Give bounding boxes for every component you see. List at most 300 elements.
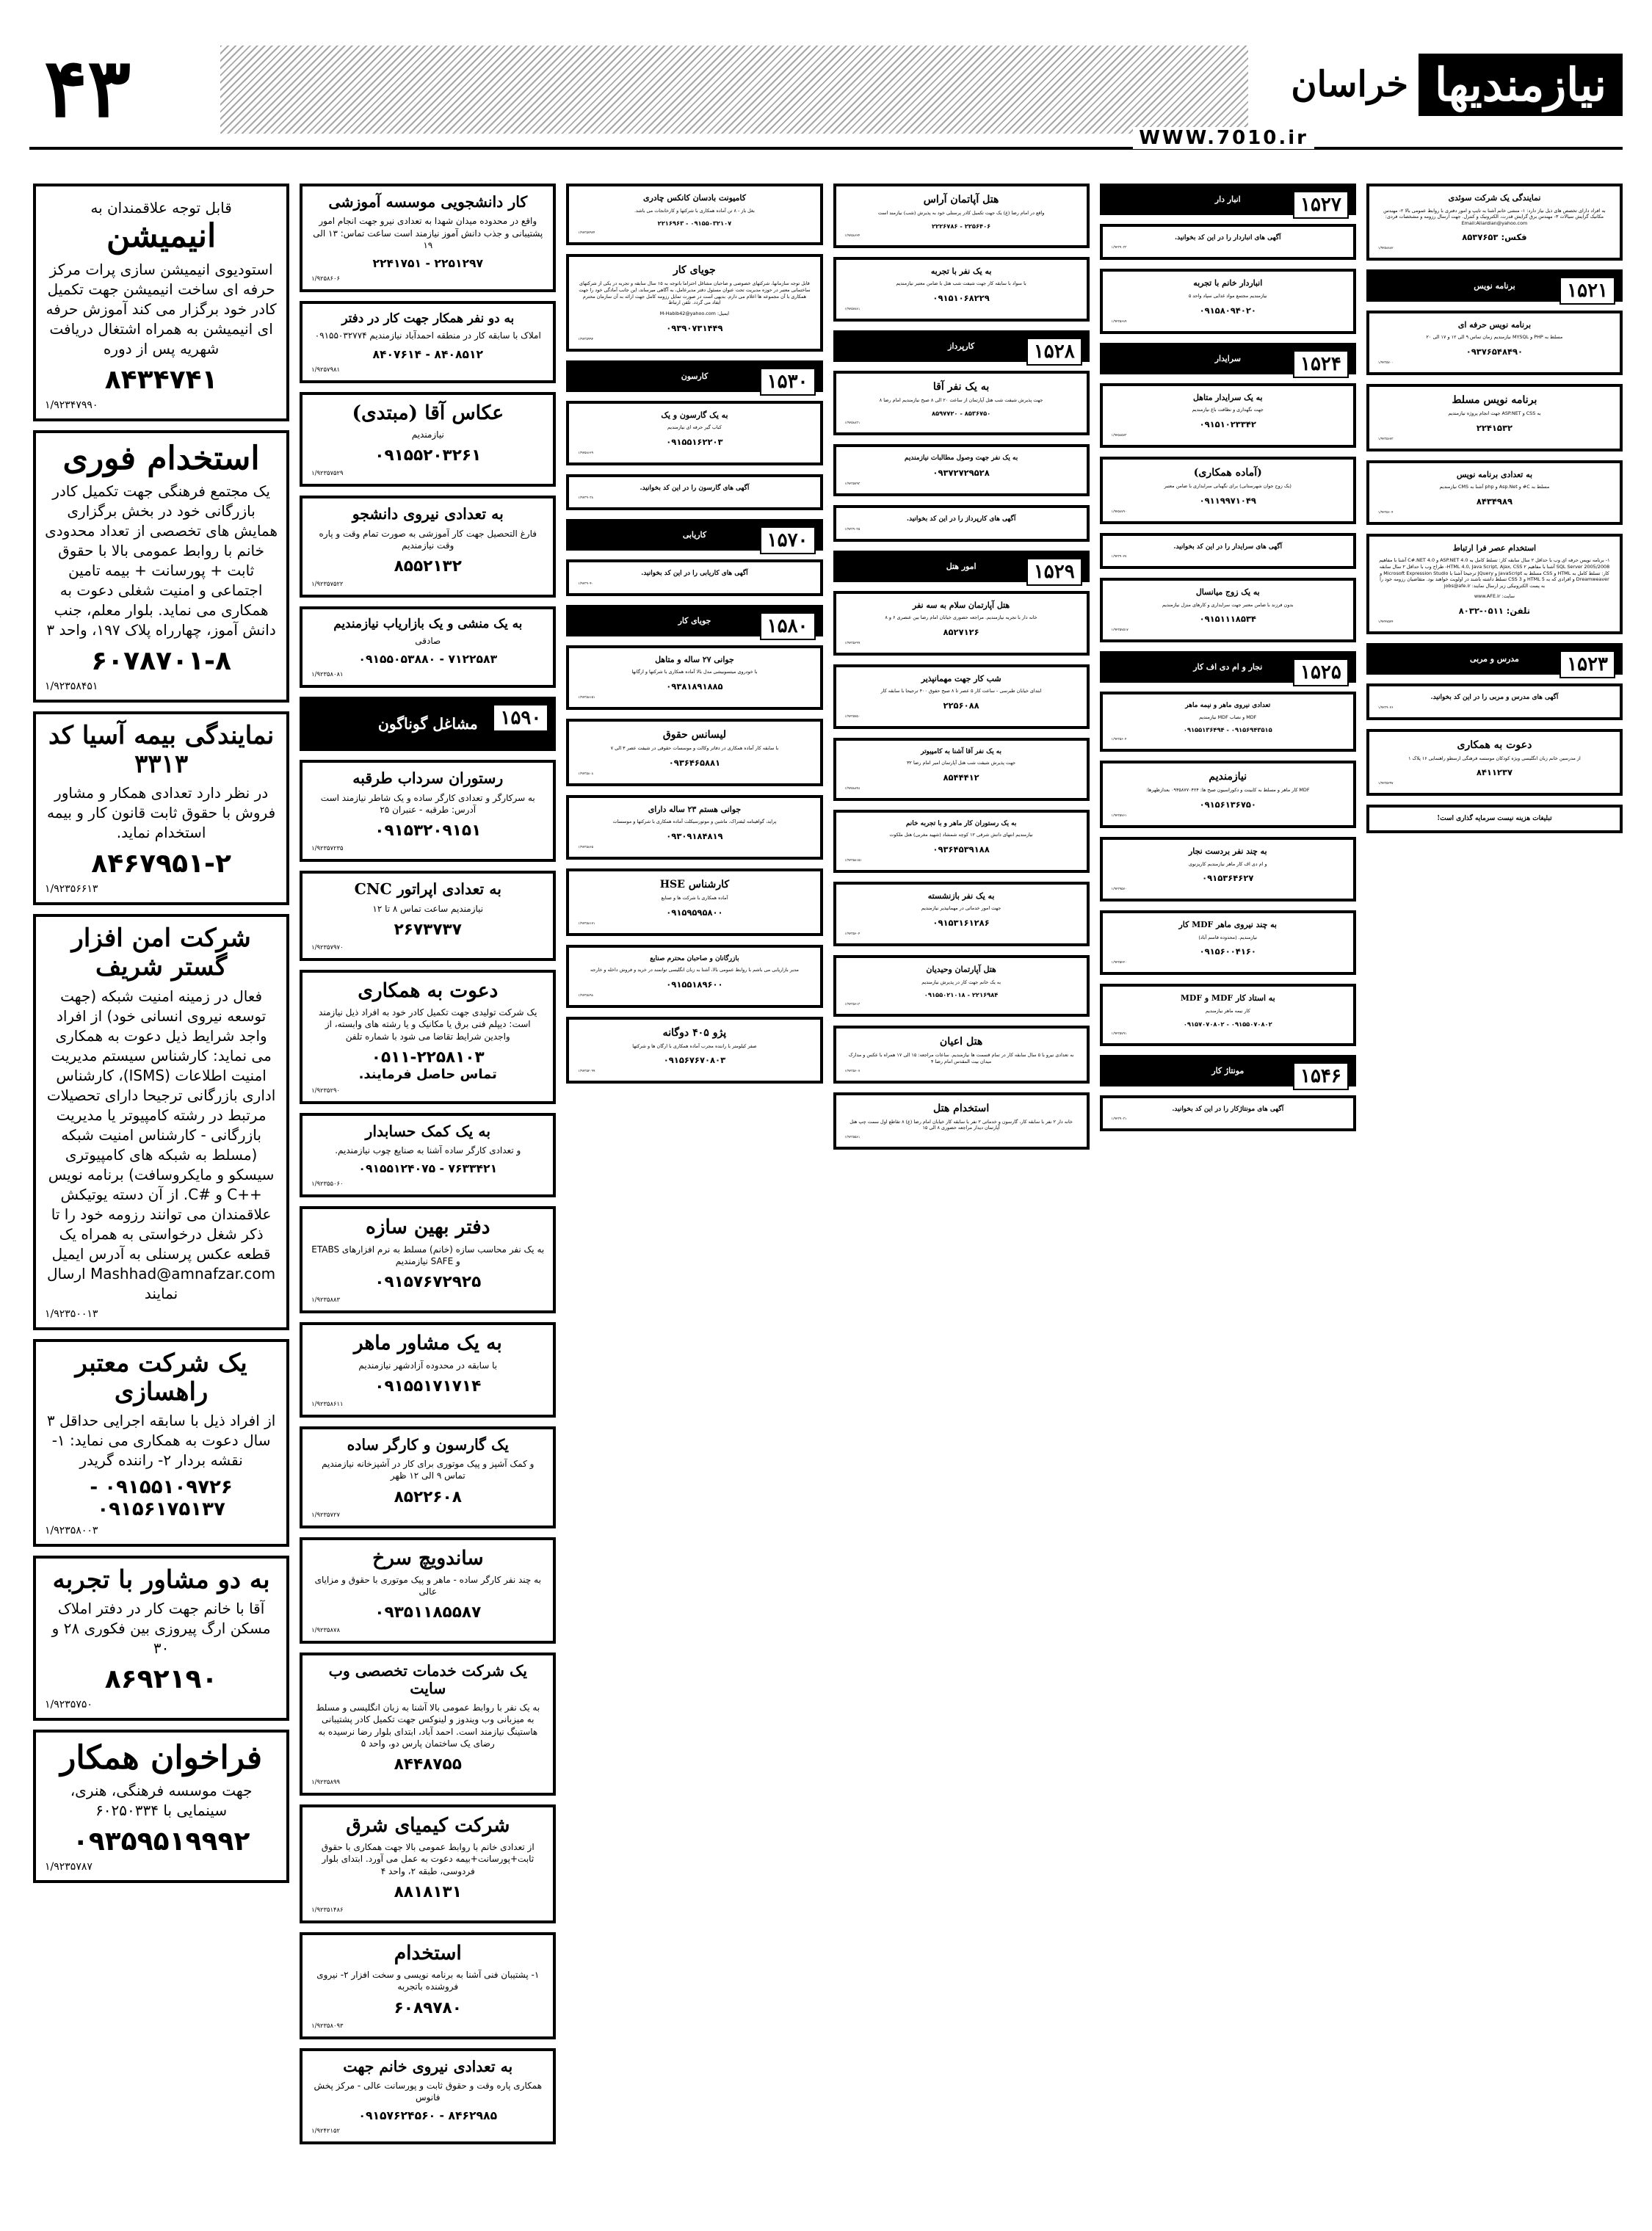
ad-website[interactable]: سایت: www.AFE.ir — [1474, 593, 1515, 600]
classified-ad — [33, 1339, 289, 1547]
ad-code: ۱/۹۲۳۵۲۰۹۹ — [578, 1070, 595, 1074]
category-header — [300, 697, 556, 751]
ad-title: لیسانس حقوق — [662, 728, 727, 741]
ad-body: کباب گیر حرفه ای نیازمندیم — [667, 424, 722, 431]
classified-ad — [566, 559, 822, 595]
ad-phone: ۰۹۱۵۵۱۸۹۶۰۰ — [666, 979, 723, 990]
ad-title: به یک نفر آقا آشنا به کامپیوتر — [921, 748, 1002, 756]
ad-phone: ۰۹۱۵۷۶۷۲۹۲۵ — [374, 1273, 482, 1292]
ad-code: ۱/۹۲۳۵۶۶۱۳ — [45, 883, 98, 896]
category-number: ۱۵۲۱ — [1559, 277, 1615, 305]
ad-title: تعدادی نیروی ماهر و نیمه ماهر — [1185, 702, 1271, 710]
ad-title: هتل آپارتمان سلام به سه نفر — [913, 600, 1010, 610]
newspaper-logo — [1291, 44, 1623, 125]
classified-ad — [833, 882, 1090, 946]
ad-code: ۱/۹۲۳۵۶۹۹ — [844, 641, 861, 645]
classified-ad — [300, 1206, 556, 1313]
ad-body: نیازمندیم — [411, 429, 444, 440]
ad-phone: ۰۵۱۱-۲۲۵۸۱۰۳ — [371, 1048, 485, 1067]
ad-title: یک شرکت معتبر راهسازی — [75, 1348, 247, 1407]
ad-phone: ۲۲۵۱۲۹۷ - ۲۲۴۱۷۵۱ — [372, 257, 484, 271]
ad-title: شب کار جهت مهمانپذیر — [921, 673, 1001, 683]
category-label: سرایدار — [1214, 353, 1241, 363]
category-header — [566, 605, 822, 636]
ad-code: ۱/۹۲۳۵۷۵۲۲ — [311, 579, 344, 587]
category-label: کارپرداز — [948, 341, 975, 352]
ad-code: ۱/۹۲۵۸۷۹۰ — [1111, 509, 1127, 514]
ad-phone: ۰۹۱۱۹۹۷۱۰۴۹ — [1199, 495, 1256, 506]
ad-phone: ۲۶۷۳۷۳۷ — [394, 920, 462, 939]
ad-code: ۱/۹۲۳۵۷۲۷ — [311, 1510, 340, 1518]
ad-body: ۱- پشتیبان فنی آشنا به برنامه نویسی و سخت افزار ۲- نیروی فروشنده باتجربه — [316, 1970, 540, 1992]
ad-phone: ۸۴۳۴۹۸۹ — [1476, 496, 1513, 507]
classified-ad — [566, 474, 822, 510]
ad-title: برنامه نویس حرفه ای — [1457, 319, 1532, 330]
ad-body: نیازمندیم. (محدوده قاسم آباد) — [1198, 934, 1258, 940]
ad-code: ۱/۹۲۴۷۵۲۴ — [1377, 620, 1394, 625]
classified-ad — [33, 430, 289, 703]
page-number: ۴۳ — [44, 40, 131, 135]
classified-ad — [1366, 683, 1623, 719]
column-4 — [566, 184, 822, 2210]
classified-ad — [566, 254, 822, 351]
ad-body: به CSS و ASP.NET جهت انجام پروژه نیازمندیم — [1448, 410, 1541, 416]
ad-code: ۱/۹۲۳۵۸۰۰۳ — [45, 1524, 98, 1537]
category-number: ۱۵۲۳ — [1559, 650, 1615, 678]
ad-body: MDF کار ماهر و مسلط به کابینت و دکوراسیون صبح ها: ۰۹۳۵۸۷۷۰۴۲۴ بعدازظهرها: — [1145, 787, 1310, 794]
ad-body: صادقی — [415, 636, 441, 647]
ad-code: ۱/۹۲۵۸۸۴۸ — [844, 786, 861, 791]
classified-ad — [566, 645, 822, 710]
ad-phone: ۸۵۲۲۶۰۸ — [394, 1487, 462, 1506]
ad-title: ساندویچ سرخ — [372, 1546, 484, 1570]
classified-ad — [833, 664, 1090, 729]
ad-phone: ۰۹۱۵۶۹۴۳۵۱۵ - ۰۹۱۵۵۱۳۶۴۹۴ — [1183, 726, 1272, 734]
ad-body: مسلط به C# و Asp.Net و php آشنا به CMS نیازمندیم — [1439, 484, 1550, 490]
ad-title: به تعدادی نیروی دانشجو — [352, 505, 504, 523]
ad-phone: ۰۹۳۶۴۵۳۹۱۸۸ — [932, 844, 990, 855]
ad-code: ۱/۹۲۳۵۰۰۱۳ — [45, 1307, 98, 1320]
ad-title: شرکت کیمیای شرق — [346, 1813, 510, 1837]
ad-email[interactable]: ایمیل: M-Habib42@yahoo.com — [659, 310, 730, 316]
ad-phone: ۲۲۵۶۴۰۶ - ۲۲۲۶۷۸۶ — [931, 222, 991, 230]
ad-title: شرکت امن افزار گستر شریف — [71, 924, 251, 982]
ad-title: به دو مشاور با تجربه — [52, 1564, 270, 1595]
classified-ad — [300, 1653, 556, 1796]
ad-body: به یک نفر با روابط عمومی بالا آشنا به زبان انگلیسی و مسلط به میزبانی وب ویندوز و لینوکس جهت تکمیل کادر پشتیبانی هاستینگ نیازمند است. احمد آباد، ابتدای بلوار رضا نرسیده به رضای یک ساختمان پارس دو، واحد ۵ — [316, 1702, 540, 1749]
ad-code: ۱/۹۲۳۹۰۲۶ — [1377, 705, 1394, 710]
ad-body: و کمک آشپز و پیک موتوری برای کار در آشپزخانه نیازمندیم تماس ۹ الی ۱۲ ظهر — [322, 1459, 535, 1481]
ad-body: به افراد دارای تخصص های ذیل نیاز دارد: ۱- منشی خانم آشنا به تایپ و امور دفتری با روابط عمومی بالا ۲- مهندس مکانیک گرایش سیالات ۳- مهندس برق گرایش قدرت، الکترونیک و کنترل. جهت ارسال رزومه و مشخصات فردی: Email:Aliardian@yahoo.com — [1383, 207, 1606, 226]
ad-phone: ۰۹۱۵۶۰۰۴۱۶۰ — [1199, 946, 1256, 957]
ad-body: از مدرسین خانم زبان انگلیسی ویژه کودکان موسسه فرهنگی ارسطو راهنمایی ۱۶ پلاک ۱ — [1408, 755, 1581, 761]
ad-body: و تعدادی کارگر ساده آشنا به صنایع چوب نیازمندیم. — [335, 1145, 521, 1156]
classified-ad — [566, 719, 822, 786]
classified-ad — [300, 1804, 556, 1923]
ad-phone: ۸۵۲۷۱۲۶ — [943, 626, 979, 637]
header-hatch-pattern — [220, 46, 1248, 134]
ad-phone: ۰۹۳۶۴۶۵۸۸۱ — [668, 757, 721, 768]
category-header — [1100, 184, 1356, 215]
classified-ad — [833, 257, 1090, 322]
category-label: مدرس و مربی — [1470, 654, 1519, 664]
classified-ad — [33, 914, 289, 1329]
ad-title: تبلیغات هزینه نیست سرمایه گذاری است! — [1437, 815, 1552, 823]
ad-body: یک مجتمع فرهنگی جهت تکمیل کادر بازرگانی خود در بخش برگزاری همایش های تخصصی از تعداد محدودی خانم با روابط عمومی بالا با حقوق ثابت + پورسانت + بیمه تامین اجتماعی و امنیت شغلی دعوت به همکاری می نماید. بلوار معلم، جنب دانش آموز، چهارراه پلاک ۱۹۷، واحد ۳ — [45, 482, 278, 639]
column-5 — [300, 184, 556, 2210]
ad-body: MDF و نصاب MDF نیازمندیم — [1199, 714, 1257, 720]
ad-phone: ۰۹۳۵۱۱۸۵۵۸۷ — [374, 1603, 482, 1622]
ad-title: آگهی های سرایدار را در این کد بخوانید. — [1173, 543, 1283, 551]
ad-code: ۱/۹۲۵۸۶۲۴ — [844, 233, 861, 238]
ad-phone: ۸۴۱۱۲۳۷ — [1476, 767, 1513, 778]
ad-title: عکاس آقا (مبتدی) — [352, 401, 504, 424]
ad-phone: ۰۹۱۵۶۷۶۷۰۸۰۳ — [663, 1055, 726, 1066]
category-header — [566, 360, 822, 392]
ad-phone: ۰۹۳۹۰۷۳۱۴۴۹ — [666, 322, 723, 333]
ad-code: ۱/۹۲۳۵۷۹۷۰ — [311, 943, 344, 951]
ad-title: آگهی های مونتاژکار را در این کد بخوانید. — [1172, 1105, 1284, 1113]
ad-code: ۱/۹۲۵۸۵۷۳ — [1111, 433, 1127, 438]
category-label: مشاغل گوناگون — [377, 715, 478, 733]
ad-phone: ۰۹۱۵۳۶۴۶۲۷ — [1202, 873, 1254, 884]
ad-title: فراخوان همکار — [60, 1738, 263, 1777]
category-label: کارسون — [681, 371, 709, 381]
ad-body: قابل توجه سازمانها، شرکتهای خصوصی و صاحبان مشاغل احتراما باتوجه به ۱۵ سال سابقه و تجربه در یکی از شرکتهای ساختمانی معتبر در حوزه مدیریت تحت عنوان مسئول دفتر مدیرعامل، به آگاهی میرساند، این جانب آمادگی خود را جهت همکاری با آن مجموعه ها اعلام می دارم. بدیهی است در صورت تمایل رزومه کامل جهت ارائه به آن سازمان محترم ایفاد می گردد. تلفن ارتباط — [579, 280, 811, 306]
classified-ad — [833, 371, 1090, 435]
ad-body: واقع در محدوده میدان شهدا به تعدادی نیرو جهت انجام امور پشتیبانی و جذب دانش آموز نیازمند است ساعت تماس: ۱۳ الی ۱۹ — [313, 216, 543, 250]
classified-ad — [300, 184, 556, 292]
ad-code: ۱/۹۲۵۸۶۰۶ — [311, 275, 340, 283]
logo-main-text: نیازمندیها — [1419, 54, 1623, 116]
ad-title: بازرگانان و صاحبان محترم صنایع — [650, 954, 739, 962]
classified-ad — [300, 606, 556, 689]
ad-code: ۱/۹۲۳۵۷۶۱ — [1111, 814, 1127, 819]
classified-ad — [33, 184, 289, 421]
classified-ad — [300, 970, 556, 1104]
ad-title: به یک گارسون و یک — [661, 410, 728, 420]
ad-phone: ۰۹۱۵۱۰۶۸۲۲۹ — [932, 292, 990, 303]
category-header — [1100, 651, 1356, 683]
classified-ad — [33, 1556, 289, 1721]
classified-ad — [300, 1322, 556, 1418]
classified-ad — [833, 591, 1090, 656]
ad-pretitle: قابل توجه علاقمندان به — [90, 199, 232, 217]
ad-phone: ۸۴۶۲۹۸۵ - ۰۹۱۵۷۶۲۴۵۶۰ — [358, 2109, 498, 2123]
ad-code: ۱/۹۲۳۵۶۰۴ — [1111, 738, 1127, 742]
ad-phone: ۰۹۱۵۸۰۹۴۰۲۰ — [1199, 305, 1256, 316]
ad-title: پژو ۴۰۵ دوگانه — [662, 1026, 727, 1039]
classified-ad — [300, 1537, 556, 1644]
ad-title: به یک نفر جهت وصول مطالبات نیازمندیم — [904, 454, 1018, 462]
ad-body: با سابقه در محدوده آزادشهر نیازمندیم — [358, 1360, 498, 1371]
ad-body: از افراد ذیل با سابقه اجرایی حداقل ۳ سال دعوت به همکاری می نماید: ۱- نقشه بردار ۲- راننده گریدر — [46, 1411, 276, 1469]
ad-code: ۱/۹۲۳۵۷۹۱ — [1111, 1031, 1127, 1036]
ad-phone: ۶۰۷۸۷۰۱-۸ — [91, 646, 231, 677]
ad-title: جوانی هستم ۲۳ ساله دارای — [648, 804, 742, 814]
ad-code: ۱/۹۲۳۵۸۱۵۱ — [844, 858, 862, 863]
ad-title: به چند نفر بردست نجار — [1189, 846, 1267, 857]
classified-ad — [300, 2048, 556, 2145]
ad-phone: ۰۹۱۵۵۱۰۹۷۲۶ - ۰۹۱۵۶۱۷۵۱۳۷ — [90, 1476, 233, 1520]
ad-code: ۱/۹۲۳۵۸۰۹۳ — [311, 2021, 344, 2029]
ad-title: انباردار خانم با تجربه — [1193, 278, 1263, 289]
ad-phone: ۰۹۳۵۹۵۱۹۹۹۲ — [72, 1826, 250, 1857]
category-label: نجار و ام دی اف کار — [1193, 662, 1263, 672]
ad-body: با سواد با سابقه کار جهت شیفت شب هتل با ضامن معتبر نیازمندیم — [896, 280, 1026, 287]
ad-code: ۱/۹۲۳۹۰۲۷ — [1111, 555, 1127, 559]
category-header — [566, 519, 822, 551]
category-number: ۱۵۹۰ — [493, 704, 548, 732]
ad-body: بغل باز - ۸ تن آماده همکاری با شرکتها و کارخانجات می باشد. — [634, 207, 755, 214]
classified-ad — [300, 760, 556, 862]
ad-code: ۱/۹۲۵۷۸۸۱ — [844, 307, 861, 311]
ad-body: ابتدای خیابان طبرسی - ساعت کار ۵ عصر تا ۸ صبح حقوق ۴۰۰ ترجیحا با سابقه کار — [880, 688, 1042, 694]
ad-phone: ۰۹۱۵۵۰۳۲۱۰۷ - ۲۲۱۶۹۶۳ — [657, 220, 732, 228]
ad-code: ۱/۹۲۳۵۷۹۳ — [844, 482, 861, 487]
category-header — [833, 330, 1090, 362]
classified-ad — [300, 1113, 556, 1198]
ad-body: همکاری پاره وقت و حقوق ثابت و پورسانت عالی - مرکز پخش فانوس — [314, 2081, 543, 2103]
category-number: ۱۵۲۷ — [1293, 191, 1349, 219]
ad-body: ۱- برنامه نویس حرفه ای وب با حداقل ۲ سال سابقه کار: تسلط کامل به ASP.NET 4.0 و C#.NET 4.0 آشنا با مفاهیم SQL Server 2005/2008 آشنا با مفاهیم HTML 4.0, Java Script, Ajax, CSS ۲- طراح وب با حداقل ۲ سال سابقه کار: تسلط کامل به HTML و CSS مسلط به JavaScript و JQuery ترجیحا آشنا با Microsoft Expression Studio و Dreamweaver و افرادی که به HTML 5 و CSS 3 تسلط داشته باشند در اولویت خواهند بود. متقاضیان رزومه خود را به پست الکترونیکی زیر ارسال نمایند: jobs@afe.ir — [1379, 557, 1610, 589]
category-number: ۱۵۷۰ — [760, 526, 816, 554]
category-number: ۱۵۳۰ — [760, 368, 816, 396]
classified-ad — [1100, 224, 1356, 260]
ad-body: با خودروی میتسوبیشی مدل بالا آماده همکاری با شرکتها و ارگانها — [631, 669, 758, 675]
ad-phone: ۰۹۱۵۱۱۱۸۵۳۴ — [1199, 614, 1256, 625]
ad-phone: ۸۵۵۲۱۳۲ — [394, 556, 462, 576]
ad-code: ۱/۹۲۳۵۷۰۰ — [1377, 360, 1394, 365]
ad-body: با سابقه کار آماده همکاری در دفاتر وکالت و موسسات حقوقی در شیفت عصر ۳ الی ۷ — [610, 745, 779, 752]
ad-body: و ام دی اف کار ماهر نیازمندیم کاریزنوی — [1188, 860, 1267, 867]
ad-title: به تعدادی برنامه نویس — [1456, 469, 1532, 479]
ad-title: کارشناس HSE — [659, 878, 730, 890]
ad-body: مسلط به PHP و MYSQL نیازمندیم زمان تماس ۹ الی ۱۲ و ۱۷ الی ۲۰ — [1426, 334, 1563, 341]
ad-phone: ۸۶۹۲۱۹۰ — [104, 1664, 218, 1694]
classified-ad — [1366, 460, 1623, 525]
category-number: ۱۵۴۶ — [1293, 1062, 1349, 1090]
website-url[interactable]: WWW.7010.ir — [1133, 127, 1314, 149]
ad-code: ۱/۹۲۳۵۸۱۵۱ — [578, 695, 595, 700]
ad-code: ۱/۹۲۳۹۰۳۳ — [1111, 246, 1127, 250]
ad-title: برنامه نویس مسلط — [1452, 393, 1537, 406]
ad-phone: ۰۹۳۰۹۱۸۴۸۱۹ — [666, 830, 723, 841]
classified-ad — [1100, 837, 1356, 902]
ad-code: ۱/۹۲۴۲۱۵۲ — [311, 2127, 340, 2135]
category-label: جویای کار — [678, 615, 711, 625]
ad-title: یک گارسون و کارگر ساده — [347, 1435, 509, 1454]
classified-ad — [566, 795, 822, 860]
ad-code: ۱/۹۲۳۵۸۸۳ — [311, 1296, 340, 1304]
classified-ad — [300, 871, 556, 961]
classified-ad — [833, 184, 1090, 248]
ad-body: جهت موسسه فرهنگی، هنری، سینمایی با ۶۰۲۵۰۳۳۴ — [70, 1782, 253, 1820]
ad-phone: ۲۲۵۶۰۸۸ — [943, 700, 979, 711]
ad-body: فارغ التحصیل جهت کار آموزشی به صورت تمام وقت و پاره وقت نیازمندیم — [319, 528, 537, 551]
category-header — [1366, 269, 1623, 301]
ad-phone: ۰۹۱۵۳۲۰۹۱۵۱ — [374, 821, 482, 841]
ad-title: دفتر بهین سازه — [365, 1216, 490, 1239]
category-number: ۱۵۸۰ — [760, 612, 816, 640]
ad-title: به یک نفر بازنشسته — [927, 890, 995, 901]
ad-phone: ۸۵۴۴۴۱۲ — [943, 772, 979, 783]
ad-phone: ۷۱۲۲۵۸۳ - ۰۹۱۵۵۰۵۳۸۸۰ — [358, 653, 498, 667]
ad-title: جوانی ۲۷ ساله و متاهل — [655, 654, 734, 664]
ad-body: جهت پذیرش شیفت شب هتل آپارتمان از ساعت ۲۰ الی ۸ صبح نیازمندیم امام رضا ۸ — [879, 397, 1043, 404]
ad-body: آقا با خانم جهت کار در دفتر املاک مسکن ارگ پیروزی بین فکوری ۲۸ و ۳۰ — [51, 1599, 271, 1657]
ad-phone: ۰۹۳۷۲۷۲۹۵۲۸ — [932, 468, 990, 479]
ad-phone: ۰۹۱۵۱۰۲۳۳۴۲ — [1199, 418, 1256, 429]
ad-body: آماده همکاری با شرکت ها و صنایع — [661, 895, 728, 902]
ad-phone: ۸۴۰۸۵۱۲ - ۸۴۰۷۶۱۴ — [372, 347, 484, 361]
ad-phone: ۷۶۳۳۴۲۱ - ۰۹۱۵۵۱۲۴۰۷۵ — [358, 1162, 498, 1176]
classified-ad — [1366, 805, 1623, 832]
ad-title: یک شرکت خدمات تخصصی وب سایت — [328, 1662, 527, 1697]
ad-title: به یک سرایدار متاهل — [1193, 392, 1263, 402]
ad-code: ۱/۹۲۳۵۶۰۴ — [844, 932, 861, 936]
header-rule — [29, 147, 1623, 150]
ad-title: نیازمندیم — [1209, 771, 1247, 783]
category-header — [833, 551, 1090, 582]
ad-title: آگهی های کارپرداز را در این کد بخوانید. — [906, 515, 1016, 523]
category-header — [1366, 643, 1623, 675]
ad-title: هتل آپارتمان وحیدیان — [926, 965, 996, 974]
ad-code: ۱/۹۲۳۵۲۹۰ — [311, 1086, 340, 1094]
category-label: انبار دار — [1214, 195, 1241, 205]
classified-ad — [33, 1730, 289, 1884]
ad-code: ۱/۹۲۳۵۸۹۸ — [578, 993, 594, 998]
classified-ad — [1100, 1095, 1356, 1131]
classified-ad — [833, 810, 1090, 873]
ad-phone: ۲۲۱۶۹۸۴ - ۰۹۱۵۵۰۲۱۰۱۸ — [924, 991, 999, 999]
ad-title: به استاد کار MDF و MDF — [1180, 993, 1275, 1004]
ad-phone: ۰۹۳۸۱۸۹۱۸۸۵ — [666, 681, 723, 692]
ad-body: (یک زوج جوان شهرستانی) برای نگهبانی سرایداری با ضامن معتبر — [1164, 483, 1291, 490]
ad-title: کامیونت بادسان کانکس چادری — [642, 193, 746, 203]
ad-body: املاک با سابقه کار در منطقه احمدآباد نیازمندیم ۰۹۱۵۵۰۳۲۷۷۴ — [314, 330, 541, 341]
category-number: ۱۵۲۸ — [1026, 338, 1082, 366]
ad-code: ۱/۹۲۳۵۲۲۰ — [1111, 961, 1127, 965]
classified-ad — [566, 401, 822, 465]
category-number: ۱۵۲۴ — [1293, 350, 1349, 378]
classified-ad — [1100, 269, 1356, 333]
classified-ad — [1100, 692, 1356, 752]
ad-title: آگهی های گارسون را در این کد بخوانید. — [640, 484, 750, 492]
ad-body: مدیر بازاریابی می باشم با روابط عمومی بالا، آشنا به زبان انگلیسی توانمند در خرید و فروش داخله و خارجه — [590, 967, 799, 973]
classified-ad — [1366, 729, 1623, 797]
ad-body: جهت پذیرش شیفت شب هتل آپارتمان امیر امام رضا ۳۲ — [907, 760, 1016, 766]
ad-code: ۱/۹۲۳۵۷۵۰ — [844, 715, 861, 719]
ad-phone: ۰۹۱۵۶۱۳۶۷۵۰ — [1199, 799, 1256, 810]
ad-code: ۱/۹۲۳۵۸۶۵ — [578, 845, 594, 849]
ad-title: (آماده همکاری) — [1193, 466, 1262, 479]
ad-body: کار نیمه ماهر نیازمندیم — [1205, 1007, 1250, 1014]
column-6 — [33, 184, 289, 2210]
ad-code: ۱/۹۲۳۵۸۷۸ — [311, 1626, 340, 1634]
ad-code: ۱/۹۲۳۹۰۳۵ — [844, 527, 861, 532]
ad-body: جهت نگهداری و نظافت باغ نیازمندیم — [1192, 407, 1264, 413]
ad-title: انیمیشن — [106, 217, 217, 255]
ad-code: ۱/۹۲۵۸۶۶۹ — [578, 451, 594, 455]
ad-body: نیازمندیم ساعت تماس ۸ تا ۱۲ — [372, 903, 484, 914]
ad-title: نمایندگی یک شرکت سوئدی — [1448, 193, 1541, 203]
ad-body: به یک نفر محاسب سازه (خانم) مسلط به نرم افزارهای ETABS و SAFE نیازمندیم — [311, 1244, 545, 1266]
ad-code: ۱/۹۲۳۵۸۶۱۱ — [311, 1399, 344, 1407]
ad-title: به یک نفر با تجربه — [930, 266, 992, 276]
ad-title: به یک زوج میانسال — [1195, 587, 1260, 598]
ad-phone: ۶۰۸۹۷۸۰ — [394, 1998, 462, 2017]
column-3 — [833, 184, 1090, 2210]
ad-code: ۱/۹۲۳۵۷۲۳۵ — [311, 844, 344, 852]
ad-title: استخدام فوری — [62, 439, 260, 477]
ad-body: استودیوی انیمیشن سازی پرات مرکز حرفه ای ساخت انیمیشن جهت تکمیل کادر خود برگزار می کند آموزش حرفه ای انیمیشن به همراه اشتغال دریافت شهریه پس از دوره — [46, 260, 277, 358]
classified-ad — [833, 1026, 1090, 1083]
classified-ad — [833, 955, 1090, 1017]
ad-title: به یک کمک حسابدار — [365, 1122, 490, 1140]
classified-ad — [300, 1426, 556, 1528]
ad-body: یک شرکت تولیدی جهت تکمیل کادر خود به افراد ذیل نیازمند است: دیپلم فنی برق یا مکانیک و یا رشته های وابسته، از واجدین شرایط تقاضا می شود با شماره تلفن — [319, 1007, 537, 1042]
ad-phone: تلفن: ۰۵۱۱-۸۰۳۲ — [1458, 606, 1531, 617]
ad-body: به سرکارگر و تعدادی کارگر ساده و یک شاطر نیازمند است آدرس: طرقبه - عنبران ۲۵ — [320, 792, 535, 816]
ad-title: به تعدادی نیروی خانم جهت — [343, 2057, 513, 2075]
ad-code: ۱/۹۲۳۵۷۵۲۹ — [311, 469, 344, 477]
ad-body: پراید، گواهینامه لیفتراک، ماشین و موتورسیکلت آماده همکاری با شرکتها و موسسات — [612, 819, 777, 825]
classified-ad — [1100, 383, 1356, 448]
ad-code: ۱/۹۲۳۵۸۱۷۱ — [578, 921, 595, 926]
ad-title: به یک مشاور ماهر — [353, 1332, 502, 1355]
category-label: برنامه نویس — [1474, 280, 1515, 291]
classified-ad — [1100, 457, 1356, 524]
ad-code: ۱/۹۲۳۵۸۰۸۱ — [311, 670, 344, 678]
classified-ad — [833, 738, 1090, 801]
ad-code: ۱/۹۲۳۵۵۰۶۰ — [311, 1180, 344, 1188]
column-1 — [1366, 184, 1623, 2210]
classified-ad — [1366, 384, 1623, 451]
ad-code: ۱/۹۲۳۵۸۹۹ — [311, 1777, 340, 1785]
ad-body: به تعدادی نیرو با ۵ سال سابقه کار در تمام قسمت ها نیازمندیم. ساعات مراجعه: ۱۵ الی ۱۷ همراه با عکس و مدارک میدان بیت المقدس امام رضا ۴ — [848, 1052, 1074, 1064]
ad-code: ۱/۹۲۳۹۰۴۰ — [578, 581, 594, 586]
classified-ad — [300, 1932, 556, 2039]
ad-code: ۱/۹۲۳۵۶۰۷ — [844, 1069, 861, 1073]
ad-code: ۱/۹۲۳۵۸۴۵۱ — [45, 681, 98, 693]
ad-phone: ۰۹۱۵۵۰۷۰۸۰۲ - ۰۹۱۵۷۰۷۰۸۰۲ — [1183, 1020, 1272, 1028]
ad-body: به یک خانم جهت کار در پذیرش نیازمندیم — [921, 979, 1001, 985]
ad-title: کار دانشجویی موسسه آموزشی — [328, 193, 528, 211]
classified-ad — [300, 496, 556, 598]
category-label: امور هتل — [946, 561, 977, 571]
ad-title: جویای کار — [673, 264, 716, 277]
ad-title: آگهی های کاریابی را در این کد بخوانید. — [641, 570, 748, 578]
ad-phone: ۸۴۶۷۹۵۱-۲ — [91, 849, 231, 879]
logo-sub-text: خراسان — [1291, 64, 1409, 105]
ad-phone: ۸۴۴۸۷۵۵ — [394, 1755, 462, 1774]
ad-phone: ۰۹۱۵۵۱۶۲۲۰۳ — [666, 436, 723, 447]
category-number: ۱۵۲۹ — [1026, 558, 1082, 586]
ad-extra: تماس حاصل فرمایند. — [358, 1066, 497, 1082]
ad-phone: ۸۸۱۸۱۳۱ — [394, 1882, 462, 1901]
ad-phone: ۰۹۱۵۳۱۶۱۲۸۶ — [932, 918, 990, 928]
ad-phone: ۲۲۴۱۵۳۲ — [1476, 422, 1513, 433]
classified-ad — [566, 184, 822, 245]
ad-code: ۱/۹۲۳۵۶۱۳ — [844, 1003, 861, 1007]
classified-ad — [33, 711, 289, 905]
category-label: مونتاژ کار — [1211, 1065, 1245, 1075]
ad-phone: ۰۹۱۵۹۵۹۵۸۰۰ — [666, 907, 723, 918]
ad-title: استخدام — [394, 1941, 462, 1965]
category-header — [1100, 343, 1356, 374]
ad-body: خانه دار با تجربه نیازمندیم. مراجعه حضوری خیابان امام رضا بین عنصری ۶ و ۸ — [885, 614, 1037, 621]
